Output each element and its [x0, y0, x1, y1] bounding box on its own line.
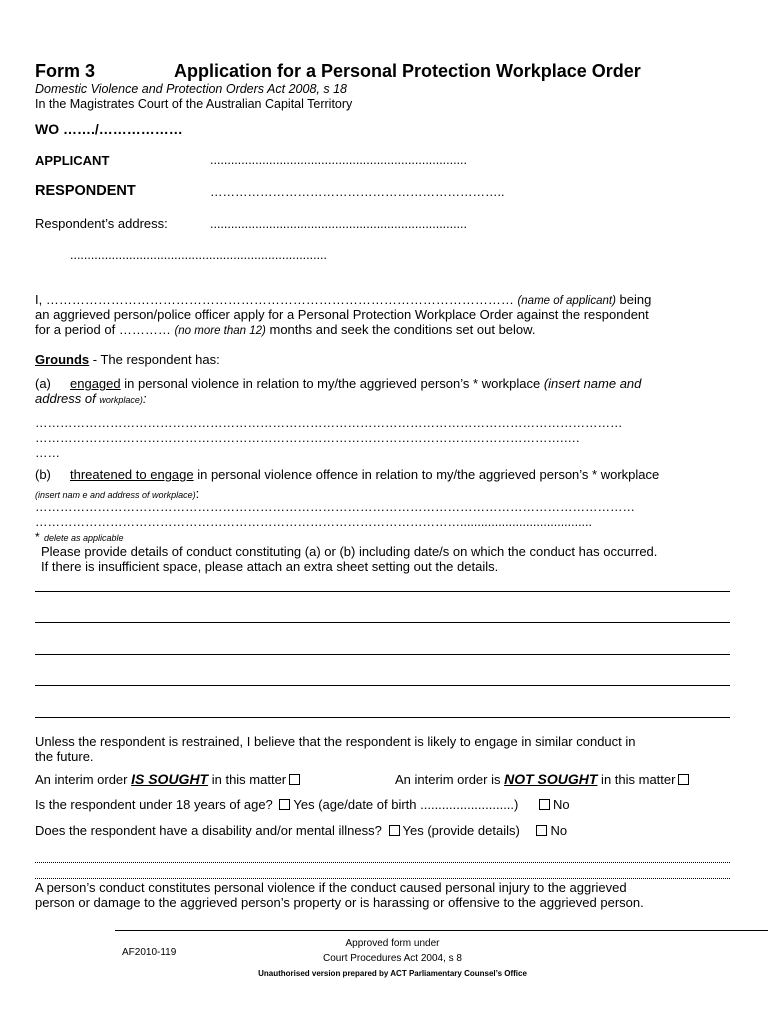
- disability-question-row: [35, 823, 567, 838]
- ground-a-label: (a): [35, 376, 51, 391]
- applicant-name-field[interactable]: I, ………………………………………………………………………………………………: [35, 292, 518, 307]
- court-name: In the Magistrates Court of the Australian Capital Territory: [35, 97, 353, 111]
- age-no-label: No: [553, 797, 570, 812]
- details-instruction-1: Please provide details of conduct constituting (a) or (b) including date/s on which the conduct has occurred.: [41, 544, 658, 559]
- ground-a-hint: (insert name and: [543, 376, 642, 391]
- statement-line-2: an aggrieved person/police officer apply for a Personal Protection Workplace Order against the respondent: [35, 307, 649, 322]
- wo-number: WO ……./………………: [35, 121, 183, 137]
- ground-a-dots-3[interactable]: ……: [35, 446, 60, 460]
- form-number: Form 3: [35, 61, 96, 81]
- act-reference: Domestic Violence and Protection Orders Act 2008, s 18: [35, 82, 347, 96]
- disability-no-checkbox[interactable]: [536, 825, 547, 836]
- details-line-2[interactable]: [35, 622, 730, 623]
- ground-a-hint-workplace: workplace): [99, 395, 143, 405]
- disability-yes-checkbox[interactable]: [389, 825, 400, 836]
- ground-a-colon: :: [142, 391, 147, 406]
- details-line-4[interactable]: [35, 685, 730, 686]
- unauthorised-note: Unauthorised version prepared by ACT Parliamentary Counsel’s Office: [258, 969, 527, 978]
- statement-line-3: [35, 322, 535, 339]
- is-sought-emphasis: IS SOUGHT: [131, 771, 209, 787]
- age-yes-checkbox[interactable]: [279, 799, 290, 810]
- approved-form-1: Approved form under: [345, 938, 440, 949]
- grounds-title: Grounds: [35, 352, 90, 367]
- restraint-statement-1: Unless the respondent is restrained, I believe that the respondent is likely to engage in similar conduct in: [35, 734, 636, 749]
- age-no-checkbox[interactable]: [539, 799, 550, 810]
- ground-b-threatened: threatened to engage: [70, 467, 194, 482]
- ground-a-body: in personal violence in relation to my/the aggrieved person’s * workplace: [120, 376, 544, 391]
- respondent-field[interactable]: ……………………………………………………………..: [210, 185, 505, 199]
- form-title: Application for a Personal Protection Workplace Order: [174, 61, 641, 81]
- address-field[interactable]: ..........................................................................: [210, 217, 467, 231]
- ground-b-colon: :: [195, 486, 200, 501]
- ground-a-dots-2[interactable]: ……………………………………………………………………………………………………………….….: [35, 431, 580, 445]
- form-code: AF2010-119: [122, 947, 177, 958]
- footer-rule: [115, 930, 768, 931]
- disability-no-label: No: [550, 823, 568, 838]
- details-instruction-2: If there is insufficient space, please attach an extra sheet setting out the details.: [41, 559, 499, 574]
- respondent-label: RESPONDENT: [35, 183, 136, 199]
- sought-checkbox[interactable]: [289, 774, 300, 785]
- approved-form-2: Court Procedures Act 2004, s 8: [323, 953, 462, 964]
- name-of-applicant-hint: (name of applicant): [517, 295, 616, 307]
- details-line-5[interactable]: [35, 717, 730, 718]
- interim-not-sought: [395, 772, 692, 787]
- disability-details-line-2[interactable]: [35, 878, 730, 879]
- age-yes-label: Yes (age/date of birth ..........................): [293, 797, 519, 812]
- grounds-intro: - The respondent has:: [89, 352, 220, 367]
- applicant-field[interactable]: ..........................................................................: [210, 153, 467, 167]
- statement-suffix: months and seek the conditions set out below.: [265, 322, 536, 337]
- ground-b-text: [70, 467, 659, 482]
- interim-sought-prefix: An interim order: [35, 772, 132, 787]
- restraint-statement-2: the future.: [35, 749, 94, 764]
- period-field[interactable]: for a period of …………: [35, 322, 175, 337]
- address-label: Respondent’s address:: [35, 216, 168, 231]
- disability-details-line[interactable]: [35, 862, 730, 863]
- not-sought-emphasis: NOT SOUGHT: [504, 771, 598, 787]
- age-question-row: [35, 797, 570, 812]
- interim-not-sought-suffix: in this matter: [597, 772, 676, 787]
- grounds-heading: [35, 352, 220, 367]
- asterisk: *: [35, 530, 40, 544]
- details-line-3[interactable]: [35, 654, 730, 655]
- ground-b-body: in personal violence offence in relation to my/the aggrieved person’s * workplace: [193, 467, 660, 482]
- definition-line-1: A person’s conduct constitutes personal violence if the conduct caused personal injury to the aggrieved: [35, 880, 627, 895]
- age-question: Is the respondent under 18 years of age?: [35, 797, 273, 812]
- disability-question: Does the respondent have a disability and/or mental illness?: [35, 823, 382, 838]
- disability-yes-label: Yes (provide details): [402, 823, 520, 838]
- interim-sought: [35, 772, 303, 787]
- ground-a-hint-2: [35, 391, 146, 408]
- not-sought-checkbox[interactable]: [678, 774, 689, 785]
- definition-line-2: person or damage to the aggrieved person’s property or is harassing or offensive to the aggrieved person.: [35, 895, 644, 910]
- address-field-2[interactable]: ..........................................................................: [70, 248, 327, 262]
- details-line-1[interactable]: [35, 591, 730, 592]
- ground-a-text: [70, 376, 641, 391]
- ground-a-hint-address: address of: [35, 391, 100, 406]
- ground-b-dots-2[interactable]: …………………………………………………………………………………………......................................: [35, 515, 592, 529]
- delete-note: delete as applicable: [44, 533, 124, 543]
- period-hint: (no more than 12): [174, 325, 266, 337]
- ground-b-hint-text: (insert nam e and address of workplace): [35, 490, 196, 500]
- ground-a-engaged: engaged: [70, 376, 121, 391]
- ground-b-dots-1[interactable]: ………………………………………………………………………………………………………………………………: [35, 500, 635, 514]
- ground-a-dots-1[interactable]: ……………………………………………………………………………………………………………………………: [35, 416, 623, 430]
- interim-sought-suffix: in this matter: [208, 772, 287, 787]
- applicant-label: APPLICANT: [35, 153, 110, 168]
- ground-b-label: (b): [35, 467, 51, 482]
- interim-not-sought-prefix: An interim order is: [395, 772, 505, 787]
- statement-being: being: [615, 292, 652, 307]
